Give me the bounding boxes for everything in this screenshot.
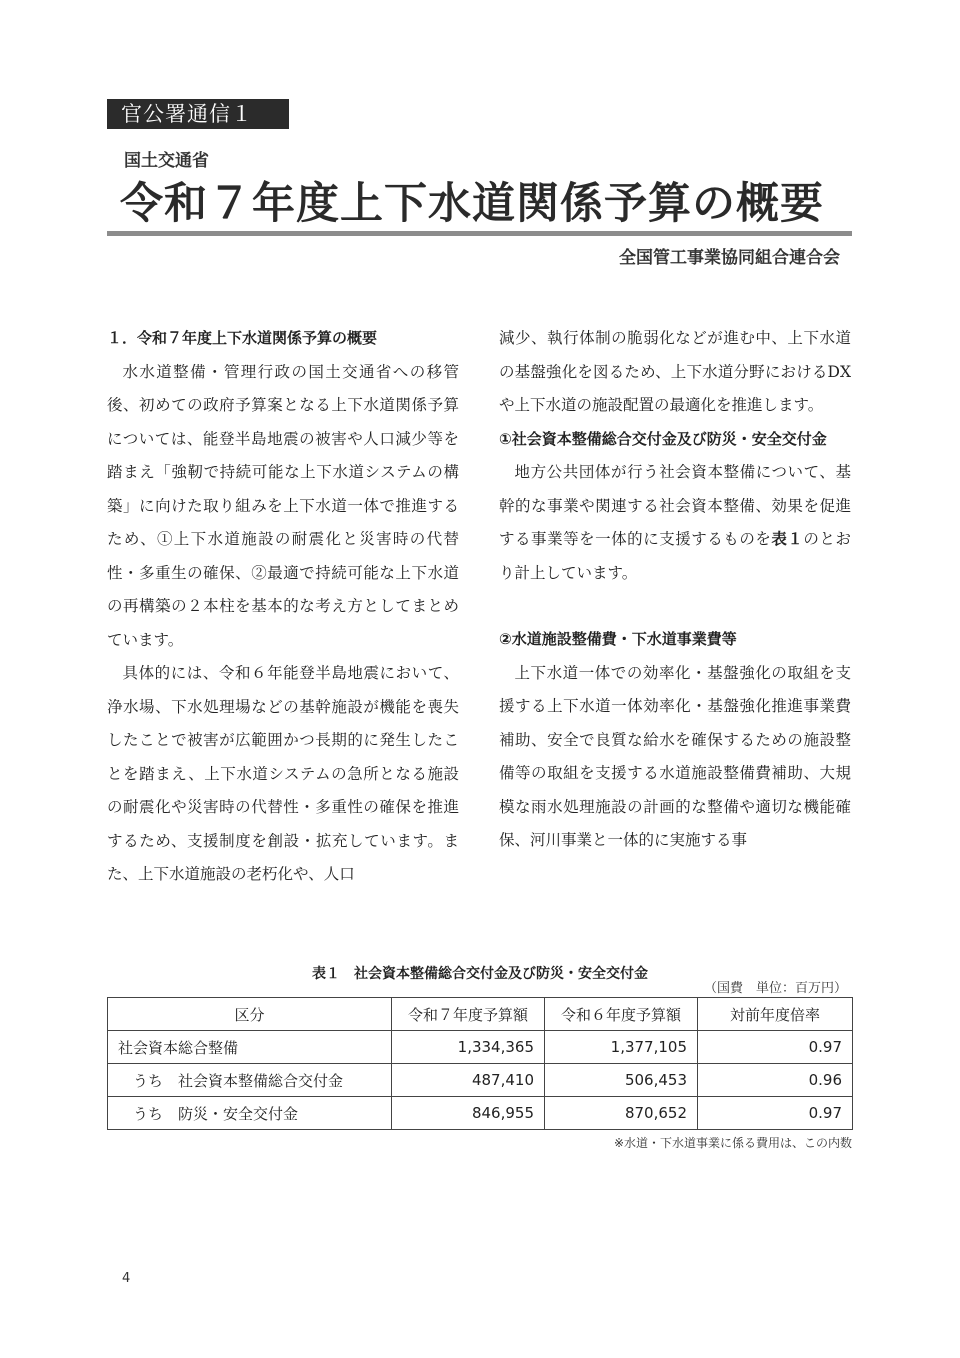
table-row <box>108 1031 853 1064</box>
subsection-heading: ①社会資本整備総合交付金及び防災・安全交付金 <box>499 429 827 448</box>
column-header: 令和６年度予算額 <box>545 998 698 1031</box>
spacer <box>499 590 851 623</box>
paragraph: 上下水道一体での効率化・基盤強化の取組を支援する上下水道一体効率化・基盤強化推進事業費補助、安全で良質な給水を確保するための施設整備等の取組を支援する水道施設整備費補助、大規模な雨水処理施設の計画的な整備や適切な機能確保、河川事業と一体的に実施する事 <box>499 663 851 849</box>
paragraph: 水水道整備・管理行政の国土交通省への移管後、初めての政府予算案となる上下水道関係予算については、能登半島地震の被害や人口減少等を踏まえ「強靭で持続可能な上下水道システムの構築」に向けた取り組みを上下水道一体で推進するため、①上下水道施設の耐震化と災害時の代替性・多重生の確保、②最適で持続可能な上下水道の再構築の２本柱を基本的な考え方としてまとめています。 <box>107 362 459 649</box>
ministry-name: 国土交通省 <box>124 151 209 171</box>
paragraph-text: のとおり計上しています。 <box>499 530 851 582</box>
title-divider <box>107 231 852 236</box>
paragraph-text: 地方公共団体が行う社会資本整備について、基幹的な事業や関連する社会資本整備、効果を促進する事業等を一体的に支援するものを <box>499 463 851 548</box>
table-cell: 0.97 <box>698 1097 853 1130</box>
column-header: 区分 <box>108 998 392 1031</box>
table-note: ※水道・下水道事業に係る費用は、この内数 <box>613 1136 852 1150</box>
table-cell: 0.96 <box>698 1064 853 1097</box>
section-heading: １．令和７年度上下水道関係予算の概要 <box>107 329 378 347</box>
paragraph: 減少、執行体制の脆弱化などが進む中、上下水道の基盤強化を図るため、上下水道分野におけるDXや上下水道の施設配置の最適化を推進します。 <box>499 329 851 414</box>
table-row <box>108 1097 853 1130</box>
table-cell: 1,377,105 <box>545 1031 698 1064</box>
author: 全国管工事業協同組合連合会 <box>619 248 840 268</box>
left-column <box>107 322 459 892</box>
table-cell: 870,652 <box>545 1097 698 1130</box>
table-cell: うち 社会資本整備総合交付金 <box>108 1064 392 1097</box>
table-cell: うち 防災・安全交付金 <box>108 1097 392 1130</box>
paragraph: 具体的には、令和６年能登半島地震において、浄水場、下水処理場などの基幹施設が機能を喪失したことで被害が広範囲かつ長期的に発生したことを踏まえ、上下水道システムの急所となる施設の耐震化や災害時の代替性・多重性の確保を推進するため、支援制度を創設・拡充しています。また、上下水道施設の老朽化や、人口 <box>107 664 459 883</box>
table-cell: 846,955 <box>392 1097 545 1130</box>
table-header-row <box>108 998 853 1031</box>
column-header: 令和７年度予算額 <box>392 998 545 1031</box>
page-number: 4 <box>122 1271 131 1286</box>
table-cell: 1,334,365 <box>392 1031 545 1064</box>
table-cell: 487,410 <box>392 1064 545 1097</box>
table-reference: 表１ <box>771 530 804 548</box>
table-cell: 0.97 <box>698 1031 853 1064</box>
table-unit: （国費 単位：百万円） <box>703 981 847 996</box>
table-cell: 社会資本総合整備 <box>108 1031 392 1064</box>
column-header: 対前年度倍率 <box>698 998 853 1031</box>
table-row <box>108 1064 853 1097</box>
subsection-heading: ②水道施設整備費・下水道事業費等 <box>499 630 737 648</box>
table-cell: 506,453 <box>545 1064 698 1097</box>
page-title: 令和７年度上下水道関係予算の概要 <box>120 179 824 229</box>
category-label: 官公署通信１ <box>107 99 289 129</box>
budget-table <box>107 997 853 1130</box>
right-column <box>499 322 851 858</box>
table-caption: 表１ 社会資本整備総合交付金及び防災・安全交付金 <box>312 966 648 982</box>
paragraph <box>499 456 851 590</box>
